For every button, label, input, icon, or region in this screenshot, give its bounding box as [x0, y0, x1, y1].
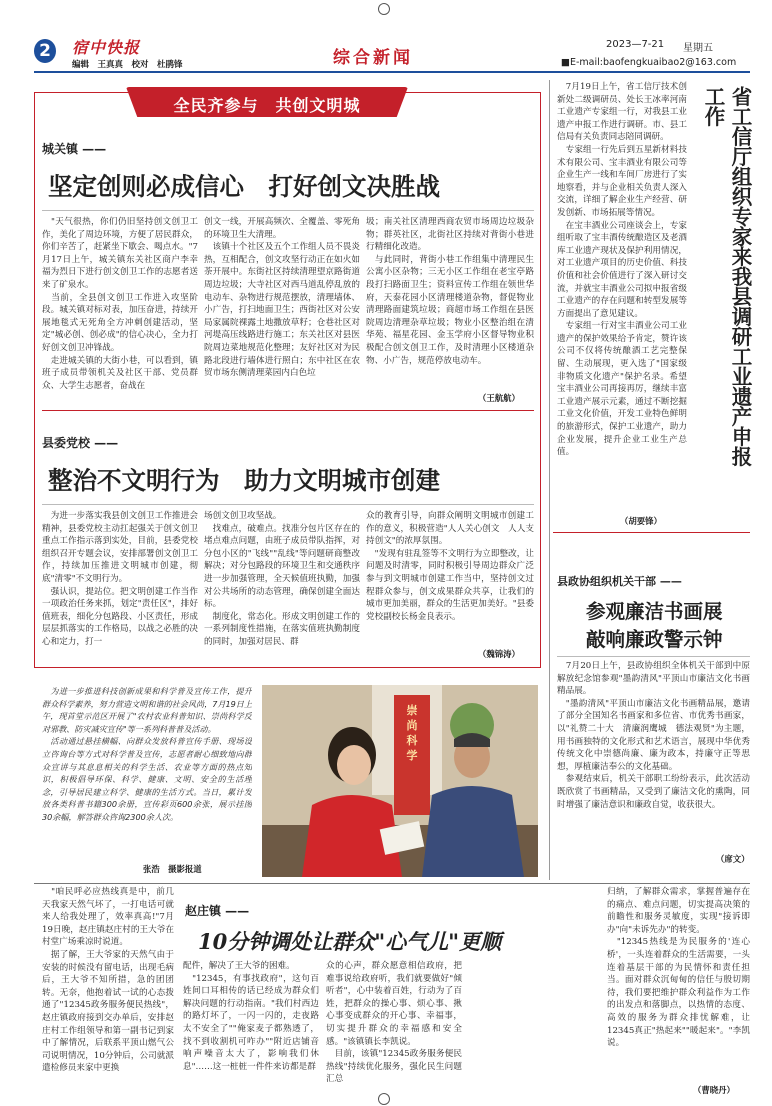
- a4-headline-rule: [557, 656, 750, 657]
- a5-column-2: 配件，解决了王大爷的困难。 "12345，有事找政府"，这句百姓间口耳相传的话已经成为群众们解决问题的行动指南。"我们村西边的路灯坏了，一闪一闪的，走夜路太不安全了""俺家麦子都熟透了，找不到收割机可咋办""附近店铺音响声噪音太大了，影响我们休息"……这一桩桩一件件来访都是群: [183, 961, 319, 1072]
- a5-kicker: 赵庄镇 ——: [185, 904, 250, 918]
- right-column-divider: [549, 80, 550, 880]
- a3-byline: （胡要锋）: [620, 516, 662, 526]
- a4-headline-line1: 参观廉洁书画展: [586, 600, 723, 623]
- a5-column-4: 归纳，了解群众需求，掌握普遍存在的痛点、难点问题，切实提高决策的前瞻性和服务灵敏度，实现"接诉即办"向"未诉先办"的转变。 "12345热线是为民服务的'连心桥'，一头连着群众的生活需要，一头连着基层干部的为民情怀和责任担当。面对群众沉甸甸的信任与殷切期待，我们要把维护群众利益作为工作的出发点和落脚点，以热情的态度、高效的服务为群众排忧解难，让12345真正"热起来""暖起来"。"李凯说。: [607, 887, 750, 1049]
- a1-headline: 坚定创则必成信心 打好创文决胜战: [48, 172, 440, 201]
- a2-kicker: 县委党校 ——: [42, 436, 119, 450]
- a2-column-3: 众的教育引导，向群众阐明文明城市创建工作的意义，积极营造"人人关心创文 人人支持创文"的浓厚氛围。 "发现有驻乱签等不文明行为立即整改，让问题及时清零，同时积极引导周边群众广泛参与到文明城市创建工作当中，坚持创文过程群众参与，创文成果群众共享，让我们的城市更加美丽，群众的生活更加美好。"县委党校副校长杨金良表示。: [366, 511, 534, 622]
- a4-byline: （席文）: [716, 854, 750, 864]
- a2-headline-rule: [42, 504, 534, 505]
- photo-credit: 张浩 摄影报道: [143, 864, 202, 874]
- a5-column-3: 众的心声，群众愿意相信政府，把难事说给政府听，我们就要做好"倾听者"，心中装着百姓，行动为了百姓，把群众的操心事、烦心事、揪心事变成群众的开心事、幸福事，切实提升群众的幸福感和安全感。"该镇镇长李凯说。 目前，该镇"12345政务服务便民热线"持续优化服务，强化民生问题汇总: [326, 961, 462, 1085]
- a1-headline-rule: [42, 210, 534, 211]
- registration-mark-top: [378, 3, 390, 15]
- page-number-badge: 2: [34, 39, 56, 63]
- contact-email: ■E-mail:baofengkuaibao2@163.com: [561, 57, 737, 68]
- a4-kicker: 县政协组织机关干部 ——: [557, 575, 682, 588]
- a3-vertical-headline: 省工信厅组织专家来我县调研工业遗产申报工作: [701, 86, 752, 466]
- a4-body: 7月20日上午，县政协组织全体机关干部到中原解放纪念馆参观"墨韵清风"平顶山市廉洁文化书画精品展。 "墨韵清风"平顶山市廉洁文化书画精品展，邀请了部分全国知名书画家和多位省、市优秀书画家，以"礼赞二十大 清廉润鹰城 德法观贤"为主题，用书画独特的文化形式和艺术语言，展现中华优秀传统文化中崇德尚廉、廉为政本，持廉守正等思想，厚植廉洁奉公的文化基础。 参观结束后，机关干部职工纷纷表示，此次活动既欣赏了书画精品，又受到了廉洁文化的熏陶，同时增强了廉洁意识和廉政自觉，收获很大。: [557, 661, 750, 810]
- photo-caption: 为进一步推进科技创新成果和科学普及宣传工作，提升群众科学素养，努力营造文明和谐的社会风尚，7月19日上午，现首堂示范区开展了"农村农业科普知识、崇尚科学反对邪教、防灾减灾宣传"等一系列科普普及活动。 活动通过悬挂横幅、向群众发放科普宣传手册、现场设立咨询台等方式对科学普及宣传，志愿者耐心细致地向群众宣讲与其息息相关的科学生活、农业等方面的热点知识，积极倡导环保、科学、健康、文明、安全的生活理念，引导居民建立科学、健康的生活方式。当日，累计发放各类科普书籍300余册，宣传彩页600余张，展示挂图30余幅，解答群众咨询2300余人次。: [42, 686, 252, 822]
- registration-mark-bottom: [378, 1093, 390, 1105]
- editor-credits: 编辑 王真真 校对 杜鹃锋: [72, 60, 183, 70]
- photo-banner-text: 崇 尚 科 学: [406, 704, 418, 762]
- issue-date: 2023—7-21: [606, 39, 665, 50]
- campaign-banner-text: 全民齐参与 共创文明城: [173, 96, 361, 115]
- a2-column-1: 为进一步落实我县创文创卫工作推进会精神，县委党校主动扛起强关于创文创卫重点工作指示落到实处，目前，县委党校组织召开专题会议，安排部署创文创卫工作，持续加压推进文明城市创建，彻底"清零"不文明行为。 强认识，提站位。把文明创建工作当作一项政治任务来抓，划定"责任区"，排好值班表，细化分包路段、小区责任，形成层层抓落实的工作格局，以战之必胜的决心和定力，打一: [42, 511, 198, 647]
- a2-headline: 整治不文明行为 助力文明城市创建: [48, 466, 440, 495]
- a1-byline: （王航航）: [478, 393, 520, 403]
- a2-column-2: 场创文创卫攻坚战。 找难点，破难点。找准分包片区存在的堵点难点问题，由班子成员带队指挥，对分包小区的"飞线""乱线"等问题研商整改解决；对分包路段的环境卫生和交通秩序进一步加强管理，全天候值班执勤，加强对公共场所的动态管理，确保创建全面达标。 制度化，常态化。形成文明创建工作的一系列制度性措施，在落实值班执勤制度的同时，加强对居民、群: [204, 511, 360, 647]
- a5-byline: （曹晓丹）: [693, 1085, 735, 1095]
- header-rule: [34, 71, 750, 73]
- issue-weekday: 星期五: [683, 43, 713, 54]
- event-photo: [262, 685, 538, 877]
- photo-scene: [262, 685, 538, 877]
- bottom-section-rule: [34, 883, 750, 884]
- a4-headline-line2: 敲响廉政警示钟: [586, 628, 723, 651]
- a1-kicker: 城关镇 ——: [42, 142, 107, 156]
- masthead: 宿中快报: [72, 38, 141, 57]
- a2-byline: （魏锦涛）: [478, 649, 520, 659]
- a1-column-1: "天气很热，你们仍旧坚持创文创卫工作，美化了周边环境，方便了居民群众，你们辛苦了，赶紧坐下歇会、喝点水。"7月17日上午，城关镇东关社区商户李幸福为烈日下进行创文创卫工作的志愿者送来了矿泉水。 当前，全县创文创卫工作进入攻坚阶段。城关镇对标对表，加压奋进，持续开展地毯式无死角全方冲刺创建活动，坚定"城必创、创必成"的信心决心，全力打好创文创卫冲锋战。 走进城关镇的大街小巷，可以看到，镇班子成员带领机关及社区干部、党员群众、大学生志愿者，奋战在: [42, 217, 198, 391]
- a3-body: 7月19日上午，省工信厅技术创新处二级调研员、处长王冰率河南工业遗产专家组一行，对我县工业遗产申报工作进行调研。市、县工信局有关负责同志陪同调研。 专家组一行先后到五星新材料技术有限公司、宝丰酒业有限公司等企业生产一线和车间厂房进行了实地察看，并与企业相关负责人深入交流，详细了解企业生产经营、研发创新、市场拓展等情况。 在宝丰酒业公司座谈会上，专家组听取了宝丰酒传统酿造区及老酒库工业遗产现状及保护利用情况，对工业遗产项目的历史价值、科技价值和社会价值进行了深入研讨交流，并就宝丰酒业公司拟申报省级工业遗产的存在问题和转型发展等方面提出了意见建议。 专家组一行对宝丰酒业公司工业遗产的保护效果给予肯定，赞许该公司不仅将传统酿酒工艺完整保留、生动展现，更入选了"国家级非物质文化遗产"保护名录。希望宝丰酒业公司再接再厉，继续丰富工业遗产展示元素，通过不断挖掘工业文化价值，开发工业特色鲜明的旅游形式，保护工业遗产，助力企业发展，提升企业工业生产总值。: [557, 82, 687, 458]
- section-title: 综合新闻: [333, 48, 413, 68]
- a5-column-1: "咱民呼必应热线真是中，前几天我家天然气坏了，一打电话可就来人给我处理了，效率真高!"7月19日晚，赵庄镇赵庄村的王大爷在村堂广场乘凉时说道。 据了解，王大爷家的天然气由于安装的时候没有留电话，出现毛病后，王大爷不知所措，急的团团转。无奈，他抱着试一试的心态拨通了"12345政务服务便民热线"，赵庄镇政府接到交办单后，安排赵庄村工作组领导和第一副书记到家中了解情况，后联系平顶山燃气公司说明情况，10分钟后，公司就派遣检修员来家中更换: [42, 887, 174, 1074]
- a3-end-rule: [553, 532, 750, 533]
- a5-headline: 10分钟调处让群众"心气儿"更顺: [198, 929, 502, 954]
- a1-end-rule: [42, 410, 534, 411]
- a1-column-2: 创文一线，开展高频次、全覆盖、零死角的环境卫生大清理。 该镇十个社区及五个工作组人员不畏炎热，互相配合，创文攻坚行动正在如火如荼开展中。东街社区持续清理望京路街道周边垃圾；大寺社区对西马道乱停乱放的电动车、杂物进行规范摆放，清理墙体、小广告，打扫地面卫生；西街社区对公安局家属院裸露土地撒放草籽；仓巷社区对河堤高压线路进行施工；东关社区对县医院周边菜地规范化整理；友好社区对为民路北段进行墙体进行照白；东中社区在农贸市场东侧清理菜园内白色垃: [204, 217, 360, 379]
- a1-column-3: 圾；南关社区清理西商农贸市场周边垃圾杂物；群英社区，北街社区持续对背街小巷进行精细化改造。 与此同时，背街小巷工作组集中清理民生公寓小区杂物；三无小区工作组在老宝亭路段打扫路面卫生；资料宣传工作组在领世华府，天泰花园小区清理楼道杂物，督促物业清理路面建筑垃圾；商超市场工作组在县医院周边清理杂草垃圾；物业小区整治组在清华苑、福星花园、金玉学府小区督导物业积极配合创文创卫工作，及时清理小区楼道杂物、小广告，规范停放电动车。: [366, 217, 534, 366]
